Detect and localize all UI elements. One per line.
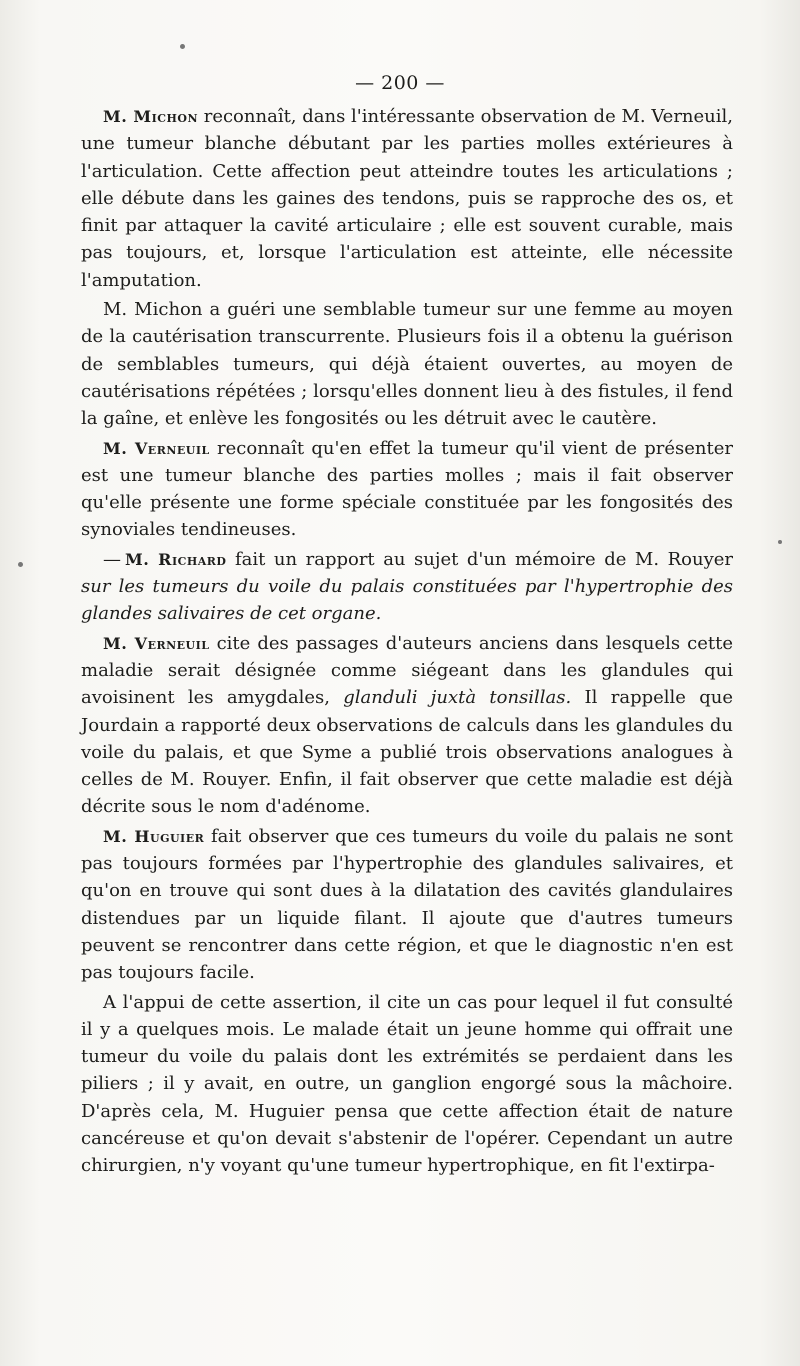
- latin-quote: glanduli juxtà tonsillas.: [343, 687, 572, 709]
- paragraph-michon-remarks: [81, 103, 733, 294]
- paragraph-text: fait observer que ces tumeurs du voile du palais ne sont pas toujours formées par l'hypertrophie des glandules salivaires, et qu'on en trouve qui sont dues à la dilatation des cavités glandulaires distendues par un liquide filant. Il ajoute que d'autres tumeurs peuvent se rencontrer dans cette région, et que le diagnostic n'en est pas toujours facile.: [81, 825, 733, 984]
- speaker-name: M. Richard: [125, 549, 227, 569]
- page-number: — 200 —: [355, 72, 445, 94]
- ink-speck: [18, 562, 23, 567]
- text-body: [81, 103, 733, 1180]
- speaker-name: M. Huguier: [103, 826, 205, 846]
- paragraph-huguier-remarks: [81, 823, 733, 987]
- paragraph-verneuil-citation: [81, 630, 733, 821]
- paragraph-text: A l'appui de cette assertion, il cite un cas pour lequel il fut consulté il y a quelques mois. Le malade était un jeune homme qui offrait une tumeur du voile du palais dont les extrémités se perdaient dans les piliers ; il y avait, en outre, un ganglion engorgé sous la mâchoire. D'après cela, M. Huguier pensa que cette affection était de nature cancéreuse et qu'on devait s'abstenir de l'opérer. Cependant un autre chirurgien, n'y voyant qu'une tumeur hypertrophique, en fit l'extirpa-: [81, 991, 733, 1177]
- paragraph-richard-report: [81, 546, 733, 628]
- paragraph-text: M. Michon a guéri une semblable tumeur sur une femme au moyen de la cautérisation transcurrente. Plusieurs fois il a obtenu la guérison de semblables tumeurs, qui déjà étaient ouvertes, au moyen de cautérisations répétées ; lorsqu'elles donnent lieu à des fistules, il fend la gaîne, et enlève les fongosités ou les détruit avec le cautère.: [81, 299, 733, 430]
- ink-speck: [180, 44, 185, 49]
- em-dash: —: [103, 548, 121, 570]
- speaker-name: M. Verneuil: [103, 633, 210, 653]
- paragraph-michon-treatment: [81, 296, 733, 432]
- paragraph-text: reconnaît qu'en effet la tumeur qu'il vient de présenter est une tumeur blanche des parties molles ; mais il fait observer qu'elle présente une forme spéciale constituée par les fongosités des synoviales tendineuses.: [81, 437, 733, 541]
- speaker-name: M. Verneuil: [103, 438, 210, 458]
- ink-speck: [778, 540, 782, 544]
- speaker-name: M. Michon: [103, 107, 198, 126]
- memoir-title: sur les tumeurs du voile du palais constituées par l'hypertrophie des glandes salivaires de cet organe.: [81, 576, 733, 625]
- paragraph-text: cite des passages d'auteurs anciens dans lesquels cette maladie serait désignée comme siégeant dans les glandules qui avoisinent les amygdales,: [81, 632, 734, 709]
- paragraph-huguier-case: [81, 989, 733, 1180]
- paragraph-verneuil-reply: [81, 435, 733, 544]
- paragraph-text: reconnaît, dans l'intéressante observation de M. Verneuil, une tumeur blanche débutant par les parties molles extérieures à l'articulation. Cette affection peut atteindre toutes les articulations ; elle débute dans les gaines des tendons, puis se rapproche des os, et finit par attaquer la cavité articulaire ; elle est souvent curable, mais pas toujours, et, lorsque l'articulation est atteinte, elle nécessite l'amputation.: [81, 106, 733, 291]
- paragraph-text-continued: Il rappelle que Jourdain a rapporté deux observations de calculs dans les glandules du voile du palais, et que Syme a publié trois observations analogues à celles de M. Rouyer. Enfin, il fait observer que cette maladie est déjà décrite sous le nom d'adénome.: [81, 687, 734, 818]
- paragraph-text: fait un rapport au sujet d'un mémoire de M. Rouyer: [226, 548, 733, 570]
